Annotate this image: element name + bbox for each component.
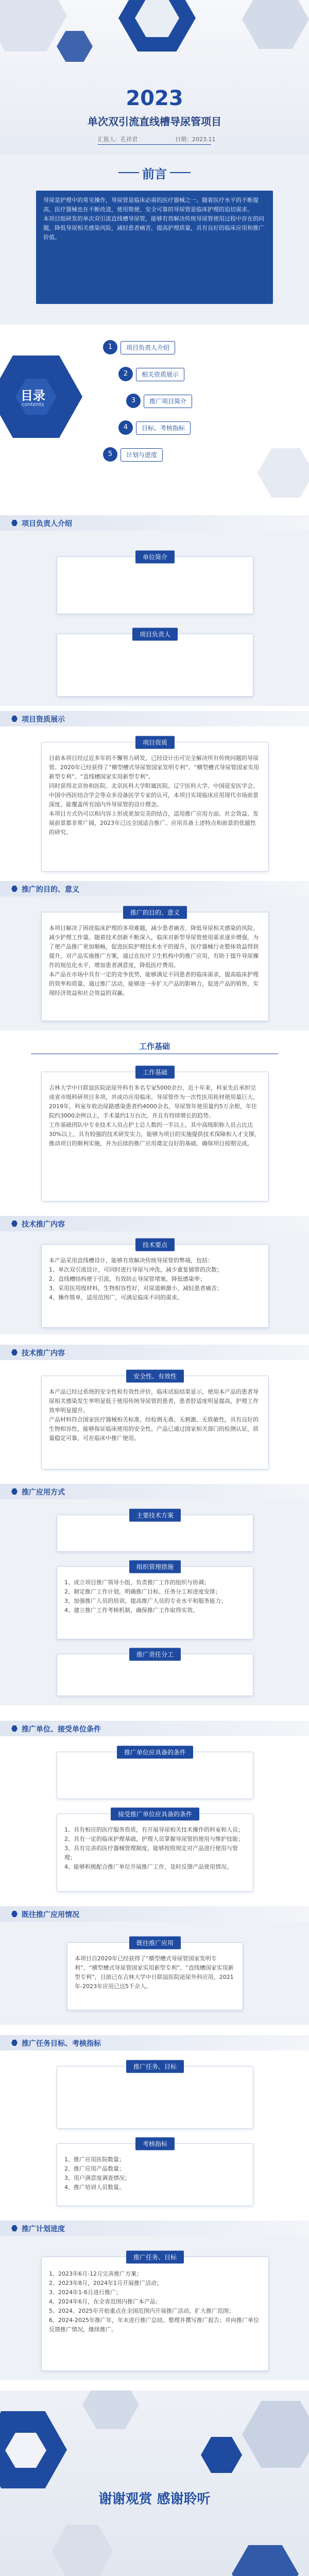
- toc-item-1[interactable]: [103, 340, 237, 354]
- toc-text: 推广项目简介: [144, 395, 192, 408]
- toc-text: 项目负责人介绍: [121, 341, 175, 354]
- cover-hex-1: [0, 0, 67, 52]
- card-body: 本项目解决了困扰临床护理的多项难题，减少患者痛苦、降低导尿相关感染的风险、减少护理工作量。随着技术创新不断深入，临床对新型导尿管使用需求逐步增强，为了使产品推广更加顺畅，促进医院护理技术水平的提升，医疗器械行业整体效益得到提升，对产品实施推广方案，通过在医疗卫生机构中的推广应用，有助于提升导尿操作的规范化水平，增加患者满意度，降低医疗费用。 本产品在市场中具有一定的竞争优势，能够满足不同患者的临床需求，提高临床护理的效率和质量。通过推广活动，能够进一步扩大产品的影响力，促进产品的销售，实现经济效益和社会效益的双赢。: [49, 925, 259, 996]
- toc-text: 相关资质展示: [136, 368, 184, 381]
- card-heading: 项目资质: [135, 736, 175, 749]
- section-header-leader: [0, 515, 309, 531]
- section-title: 推广应用方式: [22, 1488, 65, 1497]
- end-hex-4: [242, 2401, 309, 2468]
- section-header-targets: [0, 2035, 309, 2050]
- purpose-card: [41, 909, 269, 1021]
- toc-sub: contents: [22, 402, 44, 408]
- card-heading: 安全性、有效性: [126, 1370, 184, 1383]
- card-heading: 推广的目的、意义: [123, 906, 187, 919]
- preface-title-line-right: [170, 172, 191, 173]
- section-header-method: [0, 1484, 309, 1499]
- cover-presenter: 汇报人：孔祥君: [98, 136, 138, 143]
- toc: [0, 325, 309, 500]
- section-hex-icon: [11, 1911, 18, 1917]
- section-header-purpose: [0, 881, 309, 896]
- section-title: 项目负责人介绍: [22, 520, 72, 528]
- section-title: 推广计划进度: [22, 2225, 65, 2233]
- section-header-qualification: [0, 711, 309, 726]
- responsibility-card: [57, 1651, 253, 1696]
- toc-hex-deco: [258, 448, 309, 498]
- card-heading: 接受推广单位应具备的条件: [111, 1808, 199, 1821]
- history-card: [67, 1939, 243, 2010]
- card-body: 本产品采用直线槽设计，能够有效解决传统导尿管的弊端，包括： 1、单次双引流设计，可同时进行导尿与冲洗，减少重复插管的次数； 2、直线槽结构便于引流，有效防止导尿管堵塞，降低感染率； 3、采用医用级材料，生物相容性好，对尿道刺激小，减轻患者痛苦； 4、操作简单，适用范围广，可满足临床不同的需求。: [49, 1257, 222, 1301]
- section-hex-icon: [11, 2225, 18, 2231]
- unit-condition-card: [57, 1749, 253, 1799]
- leader-card: [57, 631, 253, 697]
- card-body: [64, 646, 246, 673]
- thanks-text: 谢谢观赏 感谢聆听: [98, 2492, 211, 2507]
- section-hex-icon: [11, 520, 18, 526]
- card-heading: 组织管理措施: [129, 1561, 181, 1573]
- section-header-tech-2: [0, 1345, 309, 1360]
- card-body: [64, 568, 246, 587]
- card-body: 本项目自2020年已经获得了“横型槽式导尿管国家发明专利”、“横型槽式导尿管国家实用新型专利”、“直线槽国家实用新型专利”，目前已在吉林大学中日联谊医院泌尿外科应用，2021年-2023年应用已达5千余人。: [75, 1955, 234, 1990]
- schedule-card: [41, 2253, 269, 2371]
- toc-num: 1: [103, 340, 117, 354]
- card-heading: 推广任务、目标: [126, 2060, 184, 2073]
- org-card: [57, 1563, 253, 1639]
- card-heading: 工作基础: [135, 1066, 175, 1079]
- card-body: 1、推广应用医院数量； 2、推广应用产品数量； 3、用户满意度调查情况； 4、推广培训人员数量。: [64, 2156, 130, 2191]
- card-heading: 项目负责人: [132, 628, 178, 641]
- card-body: 吉林大学中日联谊医院泌尿外科有多名专家5000余台，近十年来，科室先后承担完成省市级科研项目多项，并成功应用临床。导尿管作为一次性医用耗材使用量巨大，2019年，科室年收治尿路感染患者约4000余名，导尿管年使用量约5万余根，年住院约3000余例以上，手术量约1万台次，并且有持续增长的趋势。 工作基础团队中专业技术人员占护士总人数的一半以上，其中高级职称人员占比达30%以上，具有较强的技术研发实力，能够为项目的实施提供技术保障和人才支撑，推动项目的顺利实施，并为后续的推广应用奠定良好的基础，确保项目按期完成。: [49, 1084, 260, 1147]
- section-hex-icon: [11, 1221, 18, 1227]
- unit-intro-card: [57, 553, 253, 614]
- toc-num: 5: [103, 447, 117, 462]
- card-body: [64, 2077, 246, 2095]
- card-body: 本产品已经过系统的安全性和有效性评价，临床试验结果显示，使用本产品的患者导尿相关感染发生率明显低于使用传统导尿管的患者，患者舒适度明显提高，护理工作效率明显提升。 产品材料符合国家医疗器械相关标准，经检测无毒、无刺激、无致敏性，具有良好的生物相容性，能够保证临床使用的安全性。产品已通过国家相关部门的检测认证，质量稳定可靠，可在临床中推广使用。: [49, 1388, 259, 1442]
- section-title: 推广单位、接受单位条件: [22, 1725, 101, 1734]
- section-hex-icon: [11, 2040, 18, 2046]
- section-hex-icon: [11, 1725, 18, 1732]
- cover: [0, 0, 309, 155]
- card-heading: 推广任务、目标: [126, 2251, 184, 2264]
- preface-title-line-left: [118, 172, 139, 173]
- end-hex-6: [52, 2524, 113, 2576]
- tech-key-card: [41, 1241, 269, 1328]
- card-body: 1、成立项目推广领导小组，负责推广工作的组织与协调； 2、制定推广工作计划，明确推广目标、任务分工和进度安排； 3、加强推广人员的培训，提高推广人员的专业水平和服务能力； 4、建立推广工作考核机制，确保推广工作取得实效。: [64, 1579, 227, 1614]
- schedule-item: 4、2024年6月，在全省范围内推广本产品；: [49, 2298, 161, 2305]
- cover-title: 单次双引流直线槽导尿管项目: [88, 115, 221, 128]
- schedule-list: [49, 2269, 261, 2334]
- toc-label: 目录: [21, 388, 45, 403]
- qualification-card: [41, 739, 269, 872]
- schedule-item: 5、2024、2025年开始重点在全国范围内开展推广活动，扩大推广范围；: [49, 2308, 234, 2314]
- section-hex-icon: [11, 716, 18, 722]
- ending: [0, 2391, 309, 2576]
- toc-num: 2: [118, 367, 133, 381]
- end-hex-5: [201, 2437, 242, 2473]
- toc-item-4[interactable]: [118, 420, 252, 435]
- toc-num: 4: [118, 420, 133, 435]
- cover-underline: [98, 144, 211, 145]
- goal-card: [57, 2063, 253, 2129]
- card-body: 目前本项目经过近多年的不懈努力研发，已经设计出可完全解决所有传统问题的导尿管。2020年已经获得了“横型槽式导尿管国家发明专利”、“横型槽式导尿管国家实用新型专利”、“直线槽国家实用新型专利”。 同时获得北京协和医院、北京医科大学附属医院、辽宁医科大学、中国延安医学会、中国中西医结合学会等众多设备医学专家的认可，本项目实现临床应用现代市场前景深度、能覆盖所有国内外导尿管的设计理念。 本项目方式仍可以和内容上形成更加完美的结合，适用推广应用方面、社会效益、发展前景都非常广阔，2023年已达全国适合推广。应用具备上述特点和前景的优越性的研究。: [49, 755, 260, 836]
- toc-item-2[interactable]: [118, 367, 252, 381]
- section-header-history: [0, 1906, 309, 1922]
- schedule-item: 1、2023年6月-12月完善推广方案；: [49, 2270, 142, 2277]
- section-title: 推广任务目标、考核指标: [22, 2040, 101, 2048]
- preface-title: 前言: [142, 167, 167, 181]
- toc-num: 3: [126, 394, 141, 408]
- end-hex-7: [232, 2545, 299, 2576]
- section-hex-icon: [11, 886, 18, 892]
- cover-hex-4: [242, 0, 309, 49]
- main-plan-card: [57, 1512, 253, 1552]
- section-hex-icon: [11, 1488, 18, 1495]
- card-body: [64, 1762, 246, 1781]
- card-heading: 主要技术方案: [129, 1509, 181, 1522]
- card-heading: 推广单位应具备的条件: [117, 1746, 193, 1759]
- section-header-conditions: [0, 1721, 309, 1736]
- cover-year: 2023: [126, 87, 183, 110]
- card-body: 1、具有相应的医疗服务资质，有开展导尿相关技术操作的科室和人员； 2、具有一定的临床护理基础，护理人员掌握导尿管的使用与维护技能； 3、具有完善的医疗器械管理制度，能够按照规定对产品进行使用与管理； 4、能够积极配合推广单位开展推广工作，及时反馈产品使用情况。: [64, 1826, 244, 1870]
- section-title: 项目资质展示: [22, 716, 65, 724]
- section-header-tech: [0, 1216, 309, 1231]
- toc-item-3[interactable]: [126, 394, 260, 408]
- section-title: 技术推广内容: [22, 1349, 65, 1358]
- card-heading: 既往推广应用: [129, 1937, 181, 1950]
- section-title: 既往推广应用情况: [22, 1911, 79, 1919]
- accept-condition-card: [57, 1810, 253, 1892]
- section-title: 技术推广内容: [22, 1221, 65, 1229]
- card-heading: 推广责任分工: [129, 1648, 181, 1661]
- card-heading: 单位简介: [135, 551, 175, 564]
- card-heading: 技术要点: [135, 1239, 175, 1251]
- section-title: 推广的目的、意义: [22, 886, 79, 894]
- preface: [0, 155, 309, 325]
- end-hex-3: [82, 2391, 139, 2429]
- tech-safety-card: [41, 1372, 269, 1469]
- toc-text: 目标、考核指标: [136, 421, 191, 435]
- card-heading: 考核指标: [135, 2138, 175, 2150]
- toc-text: 计划与进度: [121, 448, 163, 462]
- card-body: [64, 1526, 246, 1544]
- work-basis-title: 工作基础: [139, 1042, 170, 1051]
- card-body: [64, 1665, 246, 1683]
- schedule-item: 3、2024年1-6月进行推广；: [49, 2289, 122, 2296]
- toc-item-5[interactable]: [103, 447, 237, 462]
- cover-hex-6: [216, 41, 247, 68]
- section-header-schedule: [0, 2221, 309, 2236]
- kpi-card: [57, 2140, 253, 2206]
- cover-date: 日期：2023.11: [175, 136, 216, 143]
- schedule-item: 6、2024-2025年推广年，年末进行推广总结、整理并撰写推广报告；并向推广单位反馈推广情况，继续推广。: [49, 2317, 259, 2333]
- work-basis-card: [41, 1069, 269, 1201]
- cover-hex-5: [57, 31, 93, 62]
- section-hex-icon: [11, 1349, 18, 1355]
- preface-body: 导尿是护理中的常见操作，导尿管是临床必需的医疗器械之一。随着医疗水平的不断提高，医疗器械也在不断改进，使用简便、安全可靠的导尿管是临床护理的迫切需求。 本项目组研发的单次双引流直线槽导尿管，能够有效解决传统导尿管使用过程中存在的问题，降低导尿相关感染风险，减轻患者痛苦，提高护理质量，具有良好的临床应用和推广价值。: [36, 191, 273, 304]
- schedule-item: 2、2023年8月，2024年1月开展推广活动；: [49, 2280, 162, 2286]
